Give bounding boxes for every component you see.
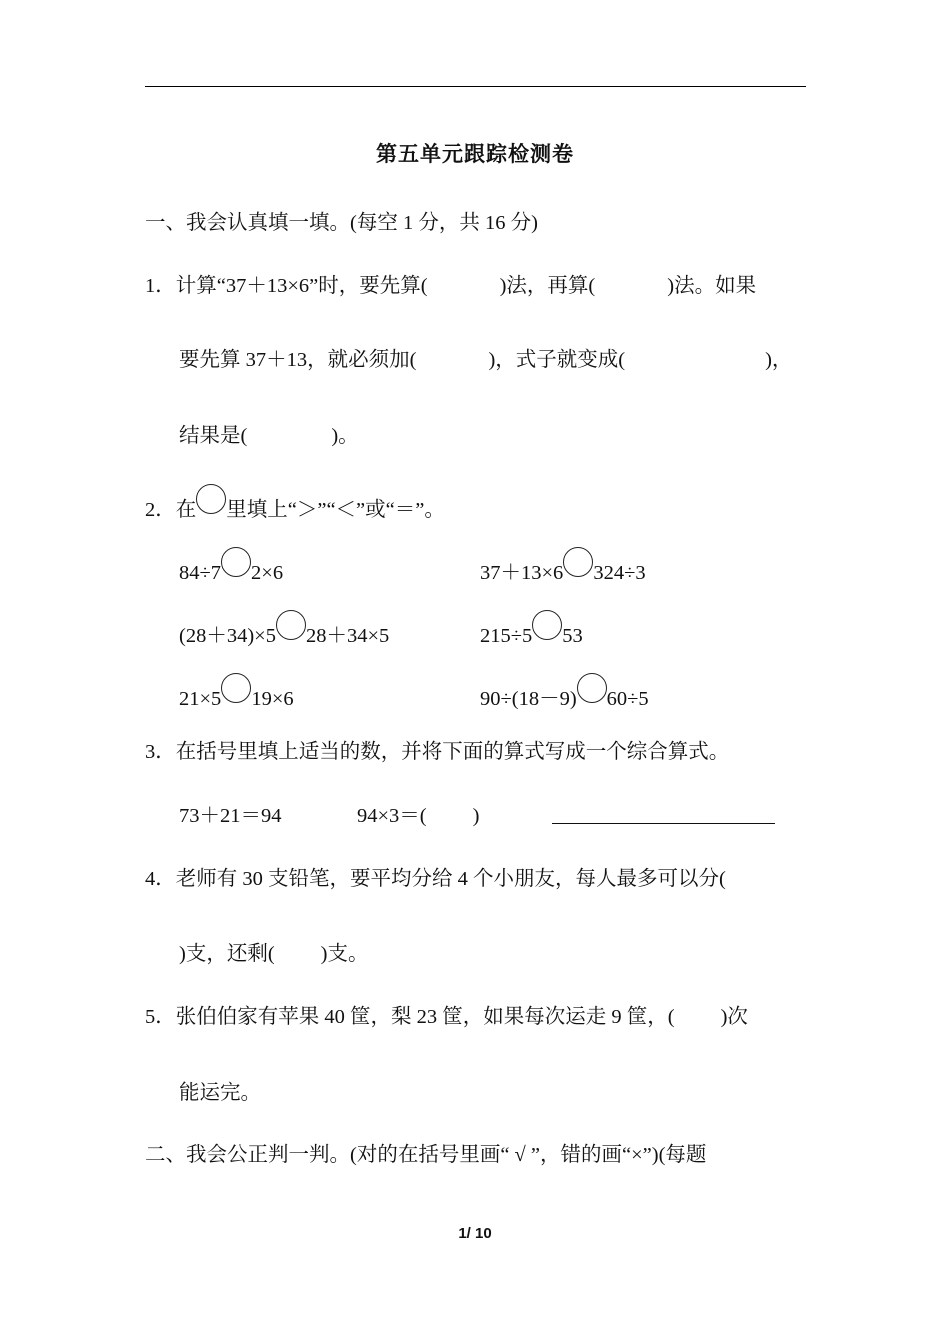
comparison-circle-icon bbox=[196, 484, 226, 514]
section2-heading: 二、我会公正判一判。(对的在括号里画“ √ ”，错的画“×”)(每题 bbox=[145, 1144, 707, 1166]
question-3-prompt bbox=[145, 738, 729, 766]
question-text: 计算“37＋13×6”时，要先算( bbox=[175, 275, 428, 297]
comparison-circle[interactable] bbox=[563, 547, 593, 577]
comparison-right: 324÷3 bbox=[593, 562, 646, 584]
comparison-item bbox=[179, 610, 389, 650]
question-1-line-3 bbox=[179, 422, 359, 450]
question-number: 3． bbox=[145, 741, 176, 763]
question-text: 里填上“＞”“＜”或“＝”。 bbox=[226, 499, 445, 521]
comparison-left: 90÷(18－9) bbox=[480, 688, 577, 710]
question-text: )法，再算( bbox=[499, 275, 596, 297]
question-1-line-2 bbox=[179, 346, 792, 374]
question-5-line-2: 能运完。 bbox=[179, 1082, 261, 1104]
question-1-line-1 bbox=[145, 272, 756, 300]
equation-2 bbox=[357, 802, 479, 830]
comparison-item bbox=[480, 673, 649, 713]
question-text: 94×3＝( bbox=[357, 805, 427, 827]
question-text: )支。 bbox=[320, 943, 369, 965]
question-4-line-1 bbox=[145, 865, 726, 893]
comparison-circle[interactable] bbox=[221, 547, 251, 577]
question-2-prompt bbox=[145, 484, 445, 524]
question-number: 2． bbox=[145, 499, 176, 521]
comparison-item bbox=[480, 547, 646, 587]
question-text: ) bbox=[472, 805, 480, 827]
comparison-left: (28＋34)×5 bbox=[179, 625, 276, 647]
question-text: 在 bbox=[175, 499, 197, 521]
question-text: 张伯伯家有苹果 40 筐，梨 23 筐，如果每次运走 9 筐，( bbox=[175, 1006, 675, 1028]
question-text: )，式子就变成( bbox=[488, 349, 626, 371]
document-title: 第五单元跟踪检测卷 bbox=[376, 142, 574, 166]
question-number: 5． bbox=[145, 1006, 176, 1028]
question-text: )次 bbox=[720, 1006, 748, 1028]
question-text: )， bbox=[765, 349, 793, 371]
question-4-line-2 bbox=[179, 940, 368, 968]
comparison-right: 2×6 bbox=[251, 562, 284, 584]
question-number: 1． bbox=[145, 275, 176, 297]
equation-1: 73＋21＝94 bbox=[179, 805, 282, 827]
question-text: 老师有 30 支铅笔，要平均分给 4 个小朋友，每人最多可以分( bbox=[175, 868, 726, 890]
comparison-right: 19×6 bbox=[251, 688, 294, 710]
combined-expression-line bbox=[552, 802, 775, 830]
question-text: 在括号里填上适当的数，并将下面的算式写成一个综合算式。 bbox=[175, 741, 730, 763]
answer-underline[interactable] bbox=[552, 803, 775, 824]
question-5-line-1 bbox=[145, 1003, 748, 1031]
header-rule bbox=[145, 86, 806, 87]
section1-heading: 一、我会认真填一填。(每空 1 分，共 16 分) bbox=[145, 212, 538, 234]
comparison-item bbox=[480, 610, 583, 650]
comparison-circle[interactable] bbox=[532, 610, 562, 640]
question-text: )法。如果 bbox=[667, 275, 757, 297]
comparison-circle[interactable] bbox=[221, 673, 251, 703]
comparison-right: 28＋34×5 bbox=[305, 625, 390, 647]
question-number: 4． bbox=[145, 868, 176, 890]
question-text: 要先算 37＋13，就必须加( bbox=[179, 349, 417, 371]
comparison-item bbox=[179, 547, 283, 587]
comparison-item bbox=[179, 673, 294, 713]
question-text: )。 bbox=[331, 425, 359, 447]
comparison-left: 84÷7 bbox=[179, 562, 222, 584]
question-text: )支，还剩( bbox=[179, 943, 275, 965]
comparison-right: 53 bbox=[562, 625, 583, 647]
comparison-circle[interactable] bbox=[276, 610, 306, 640]
comparison-circle[interactable] bbox=[577, 673, 607, 703]
comparison-left: 37＋13×6 bbox=[480, 562, 564, 584]
question-text: 结果是( bbox=[179, 425, 248, 447]
comparison-left: 21×5 bbox=[179, 688, 222, 710]
comparison-right: 60÷5 bbox=[606, 688, 649, 710]
page-number: 1/ 10 bbox=[458, 1225, 492, 1242]
comparison-left: 215÷5 bbox=[480, 625, 533, 647]
